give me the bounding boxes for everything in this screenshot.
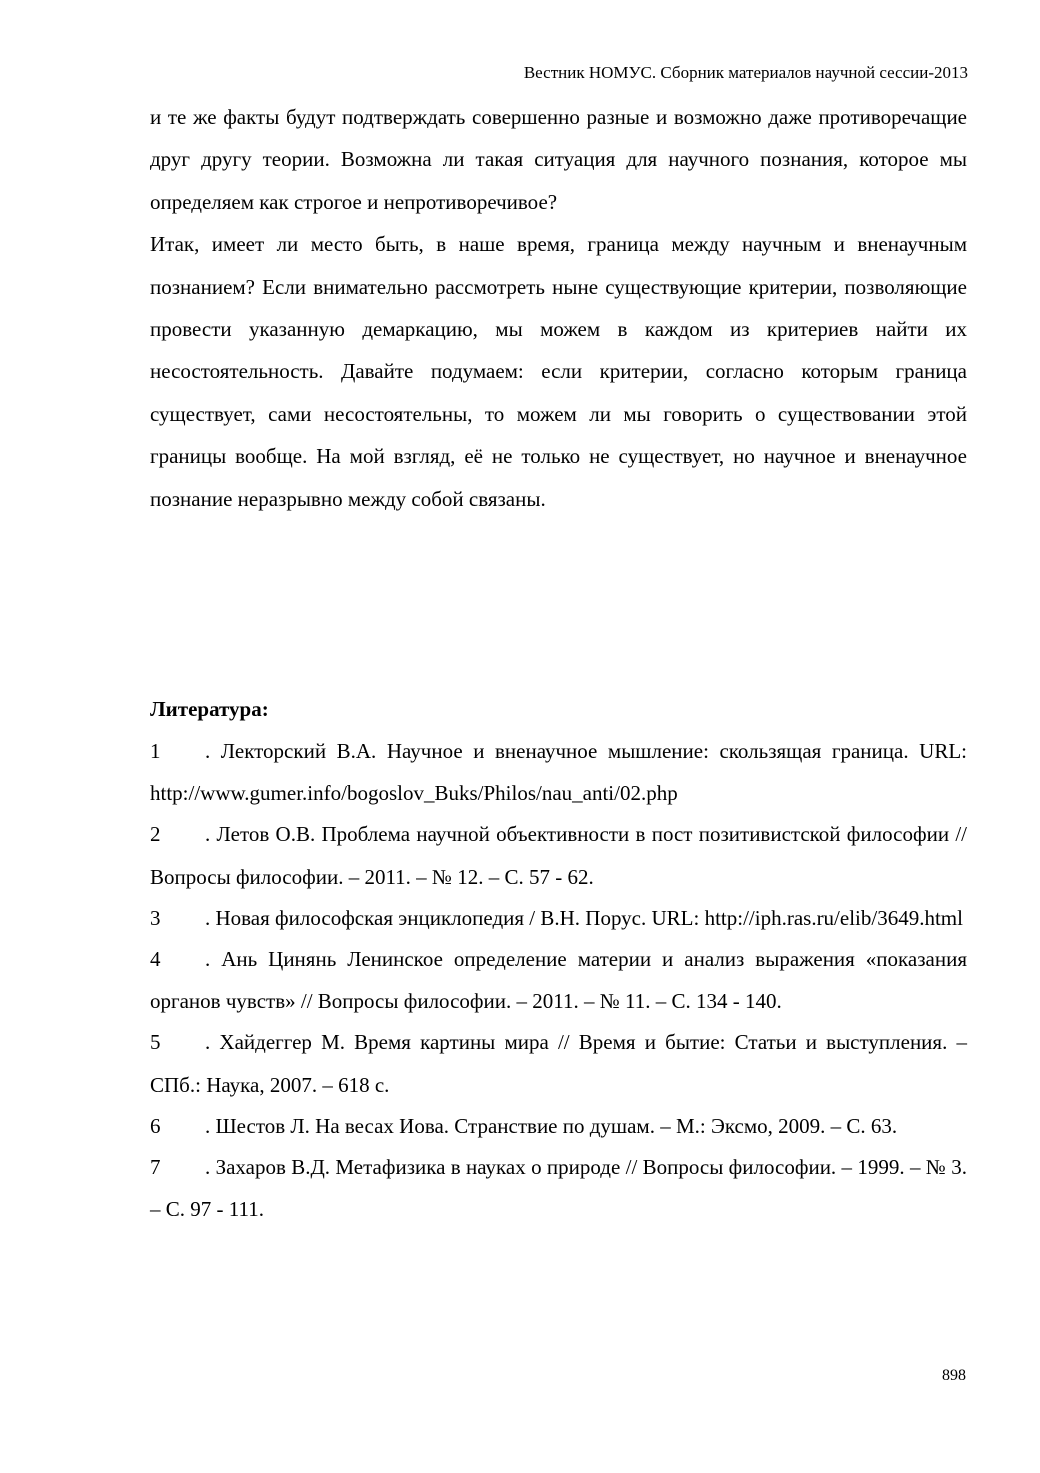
bibliography-item-text: . Новая философская энциклопедия / В.Н. Порус. URL: http://iph.ras.ru/elib/3649.html bbox=[205, 905, 963, 930]
bibliography-item-text: . Лекторский В.А. Научное и вненаучное мышление: скользящая граница. URL: http://www.gumer.info/bogoslov_Buks/Philos/nau_anti/02.php bbox=[150, 739, 967, 806]
running-header: Вестник НОМУС. Сборник материалов научной сессии-2013 bbox=[523, 63, 968, 82]
bibliography-item-number: 3 bbox=[150, 905, 161, 930]
bibliography-item bbox=[150, 730, 967, 814]
bibliography-heading: Литература: bbox=[150, 697, 269, 721]
paragraph: Итак, имеет ли место быть, в наше время, граница между научным и вненаучным познанием? Если внимательно рассмотреть ныне существующие критерии, позволяющие провести указанную демаркацию, мы можем в каждом из критериев найти их несостоятельность. Давайте подумаем: если критерии, согласно которым граница существует, сами несостоятельны, то можем ли мы говорить о существовании этой границы вообще. На мой взгляд, её не только не существует, но научное и вненаучное познание неразрывно между собой связаны. bbox=[150, 232, 967, 511]
main-text bbox=[150, 96, 967, 520]
bibliography-item-text: . Захаров В.Д. Метафизика в науках о природе // Вопросы философии. – 1999. – № 3. – С. 97 - 111. bbox=[150, 1155, 967, 1222]
bibliography-item-number: 6 bbox=[150, 1113, 161, 1138]
bibliography-item-number: 5 bbox=[150, 1030, 161, 1055]
bibliography-item bbox=[150, 897, 967, 939]
bibliography-item bbox=[150, 1021, 967, 1105]
paragraph: и те же факты будут подтверждать совершенно разные и возможно даже противоречащие друг другу теории. Возможна ли такая ситуация для научного познания, которое мы определяем как строгое и непротиворечивое? bbox=[150, 105, 967, 214]
bibliography-item-text: . Хайдеггер М. Время картины мира // Время и бытие: Статьи и выступления. – СПб.: Наука, 2007. – 618 с. bbox=[150, 1030, 967, 1097]
bibliography-item-number: 2 bbox=[150, 822, 161, 847]
bibliography-item-number: 7 bbox=[150, 1155, 161, 1180]
bibliography-item-text: . Шестов Л. На весах Иова. Странствие по душам. – М.: Эксмо, 2009. – С. 63. bbox=[205, 1113, 898, 1138]
bibliography-item bbox=[150, 1105, 967, 1147]
bibliography-item-text: . Летов О.В. Проблема научной объективности в пост позитивистской философии // Вопросы философии. – 2011. – № 12. – С. 57 - 62. bbox=[150, 822, 967, 889]
bibliography-item bbox=[150, 1146, 967, 1230]
page-number: 898 bbox=[942, 1367, 966, 1384]
bibliography-item-number: 1 bbox=[150, 739, 161, 763]
bibliography-item bbox=[150, 938, 967, 1022]
bibliography-item-number: 4 bbox=[150, 947, 161, 972]
bibliography-list bbox=[150, 730, 967, 1229]
bibliography-item bbox=[150, 813, 967, 897]
bibliography-item-text: . Ань Цинянь Ленинское определение материи и анализ выражения «показания органов чувств» // Вопросы философии. – 2011. – № 11. – С. 134 - 140. bbox=[150, 947, 967, 1014]
